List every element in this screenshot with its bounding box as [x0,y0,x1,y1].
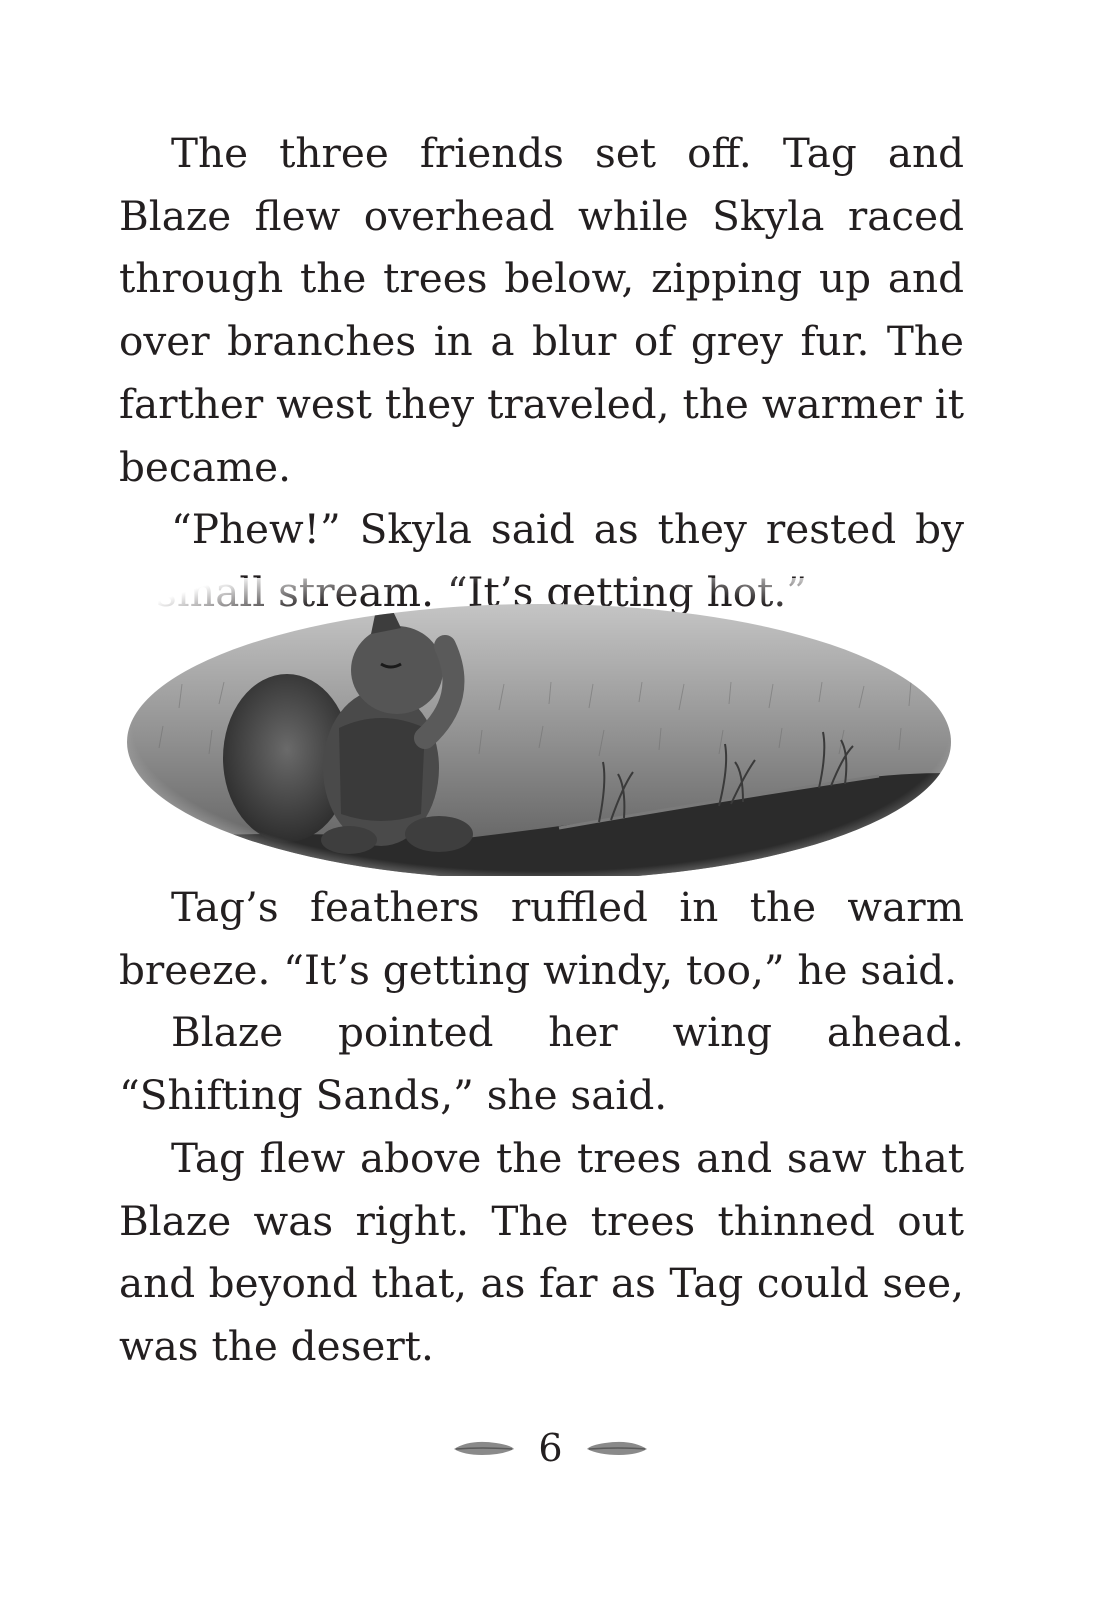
paragraph: Blaze pointed her wing ahead. “Shifting Sands,” she said. [119,1008,964,1120]
page-footer [0,1418,1101,1478]
squirrel-illustration [119,578,964,876]
text-block-top [119,122,964,624]
paragraph: The three friends set off. Tag and Blaze flew overhead while Skyla raced through the trees below, zipping up and over branches in a blur of grey fur. The farther west they traveled, the warmer it became. [119,129,964,491]
squirrel-illustration-art [119,578,964,876]
page-number: 6 [538,1426,563,1470]
text-block-bottom [119,876,964,1378]
paragraph: Tag’s feathers ruffled in the warm breeze. “It’s getting windy, too,” he said. [119,883,964,994]
feather-icon [452,1435,516,1461]
feather-icon [585,1435,649,1461]
paragraph: “Phew!” Skyla said as they rested by [171,505,964,554]
paragraph: Tag flew above the trees and saw that Blaze was right. The trees thinned out and beyond that, as far as Tag could see, was the desert. [119,1133,964,1370]
